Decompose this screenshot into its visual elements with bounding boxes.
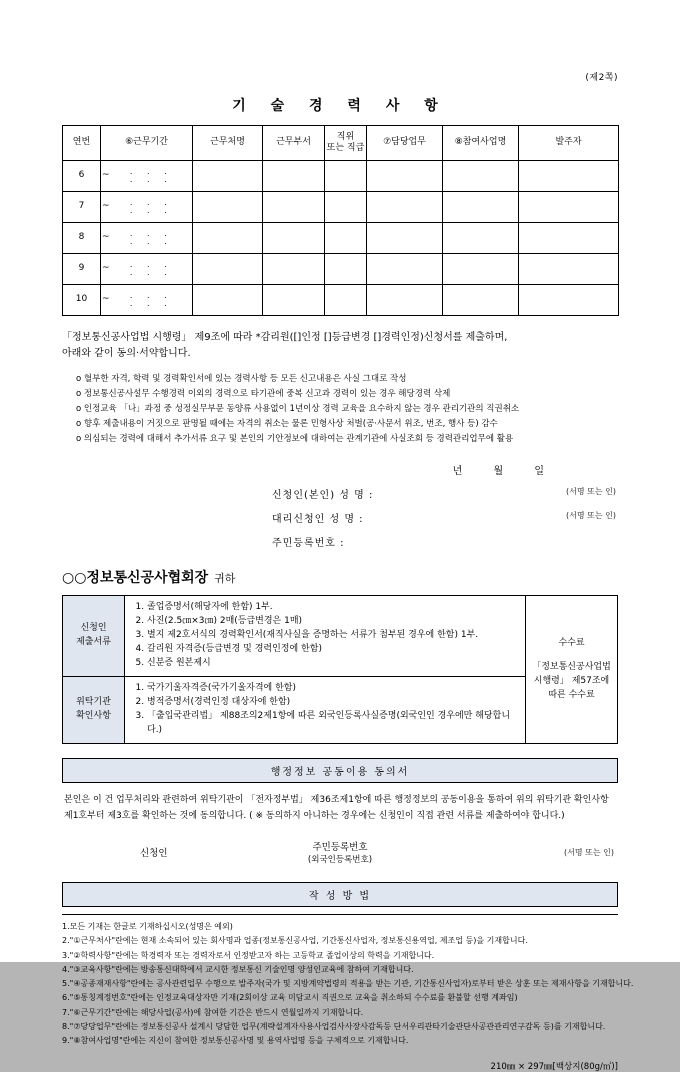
fee-text: 「정보통신공사업법 시행령」 제57조에 따른 수수료 <box>532 661 611 700</box>
period-tilde: ~ <box>102 294 110 305</box>
applicant-name-label: 신청인(본인) 성 명 : <box>272 490 374 502</box>
organization-honorific: 귀하 <box>214 572 236 586</box>
howto-item: 5."④공종재재사항"란에는 공사관련업무 수행으로 발주자(국가 및 지방계약법령의 적용을 받는 기관, 기간통신사업자)로부터 받은 상훈 또는 제재사항을 기재합니다. <box>62 979 634 989</box>
row-project[interactable] <box>443 254 519 285</box>
row-dept[interactable] <box>263 223 325 254</box>
list-item: 1. 국가기울자격증(국가기울자격에 한함) <box>147 682 519 696</box>
consent-body-text: 본인은 이 건 업무처리와 관련하여 위탁기관이 「전자정부법」 제36조제1항에 따른 행정정보의 공동이용을 통하여 위의 위탁기관 확인사항 제1호부터 제3호를 확인하는 것에 동의합니다. ( ※ 동의하지 아니하는 경우에는 신청인이 직접 관련 서류를 제출하여야 합니다.) <box>64 794 609 821</box>
row-workplace[interactable] <box>193 161 263 192</box>
row-workplace[interactable] <box>193 223 263 254</box>
list-item: 5. 신분증 원본제시 <box>147 657 519 671</box>
row-no: 6 <box>63 161 101 192</box>
applicant-docs-row <box>63 596 618 677</box>
howto-item: 4."③교육사항"란에는 방송통신대학에서 교시한 정보통신 기술인명 양성인교육에 참하여 기재합니다. <box>62 964 414 974</box>
note-item: o 향후 제출내용이 거짓으로 판명될 때에는 자격의 취소는 물론 민형사상 처벌(공·사문서 위조, 번조, 행사 등) 감수 <box>76 418 498 429</box>
form-sheet <box>62 70 634 1072</box>
row-dept[interactable] <box>263 285 325 316</box>
row-workplace[interactable] <box>193 192 263 223</box>
table-row <box>63 192 619 223</box>
table-row <box>63 254 619 285</box>
row-position[interactable] <box>325 254 367 285</box>
fee-label: 수수료 <box>558 637 585 648</box>
period-dots: . . . . . . <box>129 166 173 184</box>
row-period[interactable] <box>101 285 193 316</box>
col-project: ⑧참여사업명 <box>443 126 519 161</box>
row-duty[interactable] <box>367 192 443 223</box>
row-project[interactable] <box>443 223 519 254</box>
row-duty[interactable] <box>367 254 443 285</box>
row-no: 10 <box>63 285 101 316</box>
howto-list <box>62 914 634 1048</box>
page-marker: (제2쪽) <box>585 73 618 83</box>
organization-name: ○○정보통신공사협회장 <box>62 570 209 587</box>
date-line: 년 월 일 <box>452 466 558 478</box>
consent-seal-note[interactable]: (서명 또는 인) <box>564 847 614 857</box>
howto-item: 1.모든 기재는 한글로 기재하십시오(성명은 예외) <box>62 922 233 932</box>
howto-item: 7."⑥근무기간"란에는 해당사업(공사)에 참여한 기간은 반드시 연월일까지 기재합니다. <box>62 1007 364 1017</box>
notes-list <box>76 372 618 446</box>
col-duty: ⑦담당업무 <box>367 126 443 161</box>
paper-spec: 210㎜ × 297㎜[백상지(80g/㎡)] <box>490 1062 618 1072</box>
consent-signature-row <box>62 832 618 868</box>
howto-item: 3."②학력사항"란에는 학경력자 또는 경력자로서 인정받고자 하는 고등학교 졸업이상의 학력을 기재합니다. <box>62 950 435 960</box>
row-period[interactable] <box>101 192 193 223</box>
row-workplace[interactable] <box>193 285 263 316</box>
period-tilde: ~ <box>102 170 110 181</box>
howto-item: 9."⑧참여사업명"란에는 지신이 참여한 정보통신공사명 및 용역사업명 등을 구체적으로 기재합니다. <box>62 1036 409 1046</box>
period-tilde: ~ <box>102 232 110 243</box>
row-duty[interactable] <box>367 223 443 254</box>
row-period[interactable] <box>101 254 193 285</box>
table-row <box>63 161 619 192</box>
agent-signature-row <box>62 510 618 525</box>
table-row <box>63 285 619 316</box>
row-project[interactable] <box>443 192 519 223</box>
row-workplace[interactable] <box>193 254 263 285</box>
row-duty[interactable] <box>367 161 443 192</box>
period-dots: . . . . . . <box>129 259 173 277</box>
agency-docs-label: 위탁기관 확인사항 <box>63 677 125 744</box>
rrn-row <box>62 534 618 549</box>
row-client[interactable] <box>519 254 619 285</box>
note-item: o 혈부한 자격, 학력 및 경력확인서에 있는 경력사항 등 모든 신고내용은 사실 그대로 작성 <box>76 374 407 384</box>
col-dept: 근무부서 <box>263 126 325 161</box>
howto-section-title: 작 성 방 법 <box>62 882 618 907</box>
row-project[interactable] <box>443 161 519 192</box>
period-dots: . . . . . . <box>129 197 173 215</box>
period-dots: . . . . . . <box>129 290 173 308</box>
row-client[interactable] <box>519 161 619 192</box>
howto-item: 8."⑦당당업무"란에는 정보통신공사 설계시 당담한 업무(계략설계자사용사업검사사장사감독등 단서우리관타기술관단사공관관리연구감독 등)를 기재합니다. <box>62 1021 606 1031</box>
table-row <box>63 223 619 254</box>
row-client[interactable] <box>519 223 619 254</box>
declaration-line-2: 아래와 같이 동의·서약합니다. <box>62 348 191 359</box>
applicant-docs-cell <box>125 596 526 677</box>
consent-section-title: 행정정보 공동이용 동의서 <box>62 758 618 783</box>
agency-docs-cell <box>125 677 526 744</box>
list-item: 2. 사진(2.5㎝×3㎝) 2매(등급변경은 1매) <box>147 615 519 629</box>
rrn-label: 주민등록번호 : <box>272 538 345 550</box>
period-dots: . . . . . . <box>129 228 173 246</box>
row-no: 8 <box>63 223 101 254</box>
note-item: o 의심되는 경력에 대해서 추가서류 요구 및 본인의 기안정보에 대하여는 관계기관에 사실조회 등 경력관리업무에 활용 <box>76 433 514 444</box>
list-item: 3. 별지 제2호서식의 경력확인서(재직사실을 증명하는 서류가 첨부된 경우에 한함) 1부. <box>147 629 519 643</box>
applicant-signature-row <box>62 486 618 501</box>
row-dept[interactable] <box>263 161 325 192</box>
declaration-line-1: 「정보통신공사업법 시행령」 제9조에 따라 *감리원([]인정 []등급변경 []경력인정)신청서를 제출하며, <box>62 332 508 343</box>
row-dept[interactable] <box>263 254 325 285</box>
consent-applicant-label: 신청인 <box>139 848 168 860</box>
col-period: ⑥근무기간 <box>101 126 193 161</box>
row-period[interactable] <box>101 161 193 192</box>
career-table <box>62 125 619 316</box>
applicant-seal-note[interactable]: (서명 또는 인) <box>566 487 616 497</box>
howto-item: 6."⑤통칭계정번호"란에는 인정교육대상자만 기재(2회이상 교육 미담교시 직권으로 교육을 취소하되 수수료를 환불할 선행 계좌임) <box>62 993 518 1003</box>
row-period[interactable] <box>101 223 193 254</box>
submission-table <box>62 595 618 743</box>
row-client[interactable] <box>519 192 619 223</box>
consent-signature-table <box>62 832 618 868</box>
note-item: o 인정교육 「나」과정 중 성정실무부문 동양류 사용없이 1년이상 경력 교육을 요수하지 않는 경우 관리기관의 직권취소 <box>76 403 520 414</box>
agent-seal-note[interactable]: (서명 또는 인) <box>566 511 616 521</box>
declaration-block <box>62 330 618 362</box>
howto-item: 2."①근무처사"란에는 현재 소속되어 있는 회사명과 업종(정보통신공사업, 기간통신사업자, 정보통신용역업, 제조업 등)을 기재합니다. <box>62 936 528 946</box>
row-position[interactable] <box>325 192 367 223</box>
list-item: 3. 「출입국관리법」 제88조의2제1항에 따른 외국인등록사실증명(외국인인 경우에만 해당합니다.) <box>147 710 519 738</box>
page-title: 기 술 경 력 사 항 <box>232 98 448 114</box>
organization-line <box>62 567 618 587</box>
row-position[interactable] <box>325 223 367 254</box>
row-no: 7 <box>63 192 101 223</box>
applicant-docs-label: 신청인 제출서류 <box>63 596 125 677</box>
list-item: 4. 갈리원 자격증(등급변경 및 경력인정에 한함) <box>147 643 519 657</box>
list-item: 1. 졸업증명서(해당자에 한함) 1부. <box>147 601 519 615</box>
note-item: o 정보통신공사설무 수행경력 이외의 경력으로 타기관에 중복 신고과 경력이 있는 경우 해당경력 삭제 <box>76 388 451 399</box>
col-client: 발주자 <box>519 126 619 161</box>
col-workplace: 근무처명 <box>193 126 263 161</box>
fee-cell <box>526 596 618 743</box>
row-no: 9 <box>63 254 101 285</box>
period-tilde: ~ <box>102 201 110 212</box>
row-project[interactable] <box>443 285 519 316</box>
period-tilde: ~ <box>102 263 110 274</box>
agent-name-label: 대리신청인 성 명 : <box>272 514 364 526</box>
row-client[interactable] <box>519 285 619 316</box>
row-duty[interactable] <box>367 285 443 316</box>
row-position[interactable] <box>325 161 367 192</box>
col-position: 직위 또는 직급 <box>325 126 367 161</box>
row-position[interactable] <box>325 285 367 316</box>
list-item: 2. 병적증명서(경력인정 대상자에 한함) <box>147 696 519 710</box>
career-table-header-row <box>63 126 619 161</box>
row-dept[interactable] <box>263 192 325 223</box>
consent-rrn-label: 주민등록번호 (외국인등록번호) <box>307 842 373 866</box>
col-no: 연번 <box>63 126 101 161</box>
